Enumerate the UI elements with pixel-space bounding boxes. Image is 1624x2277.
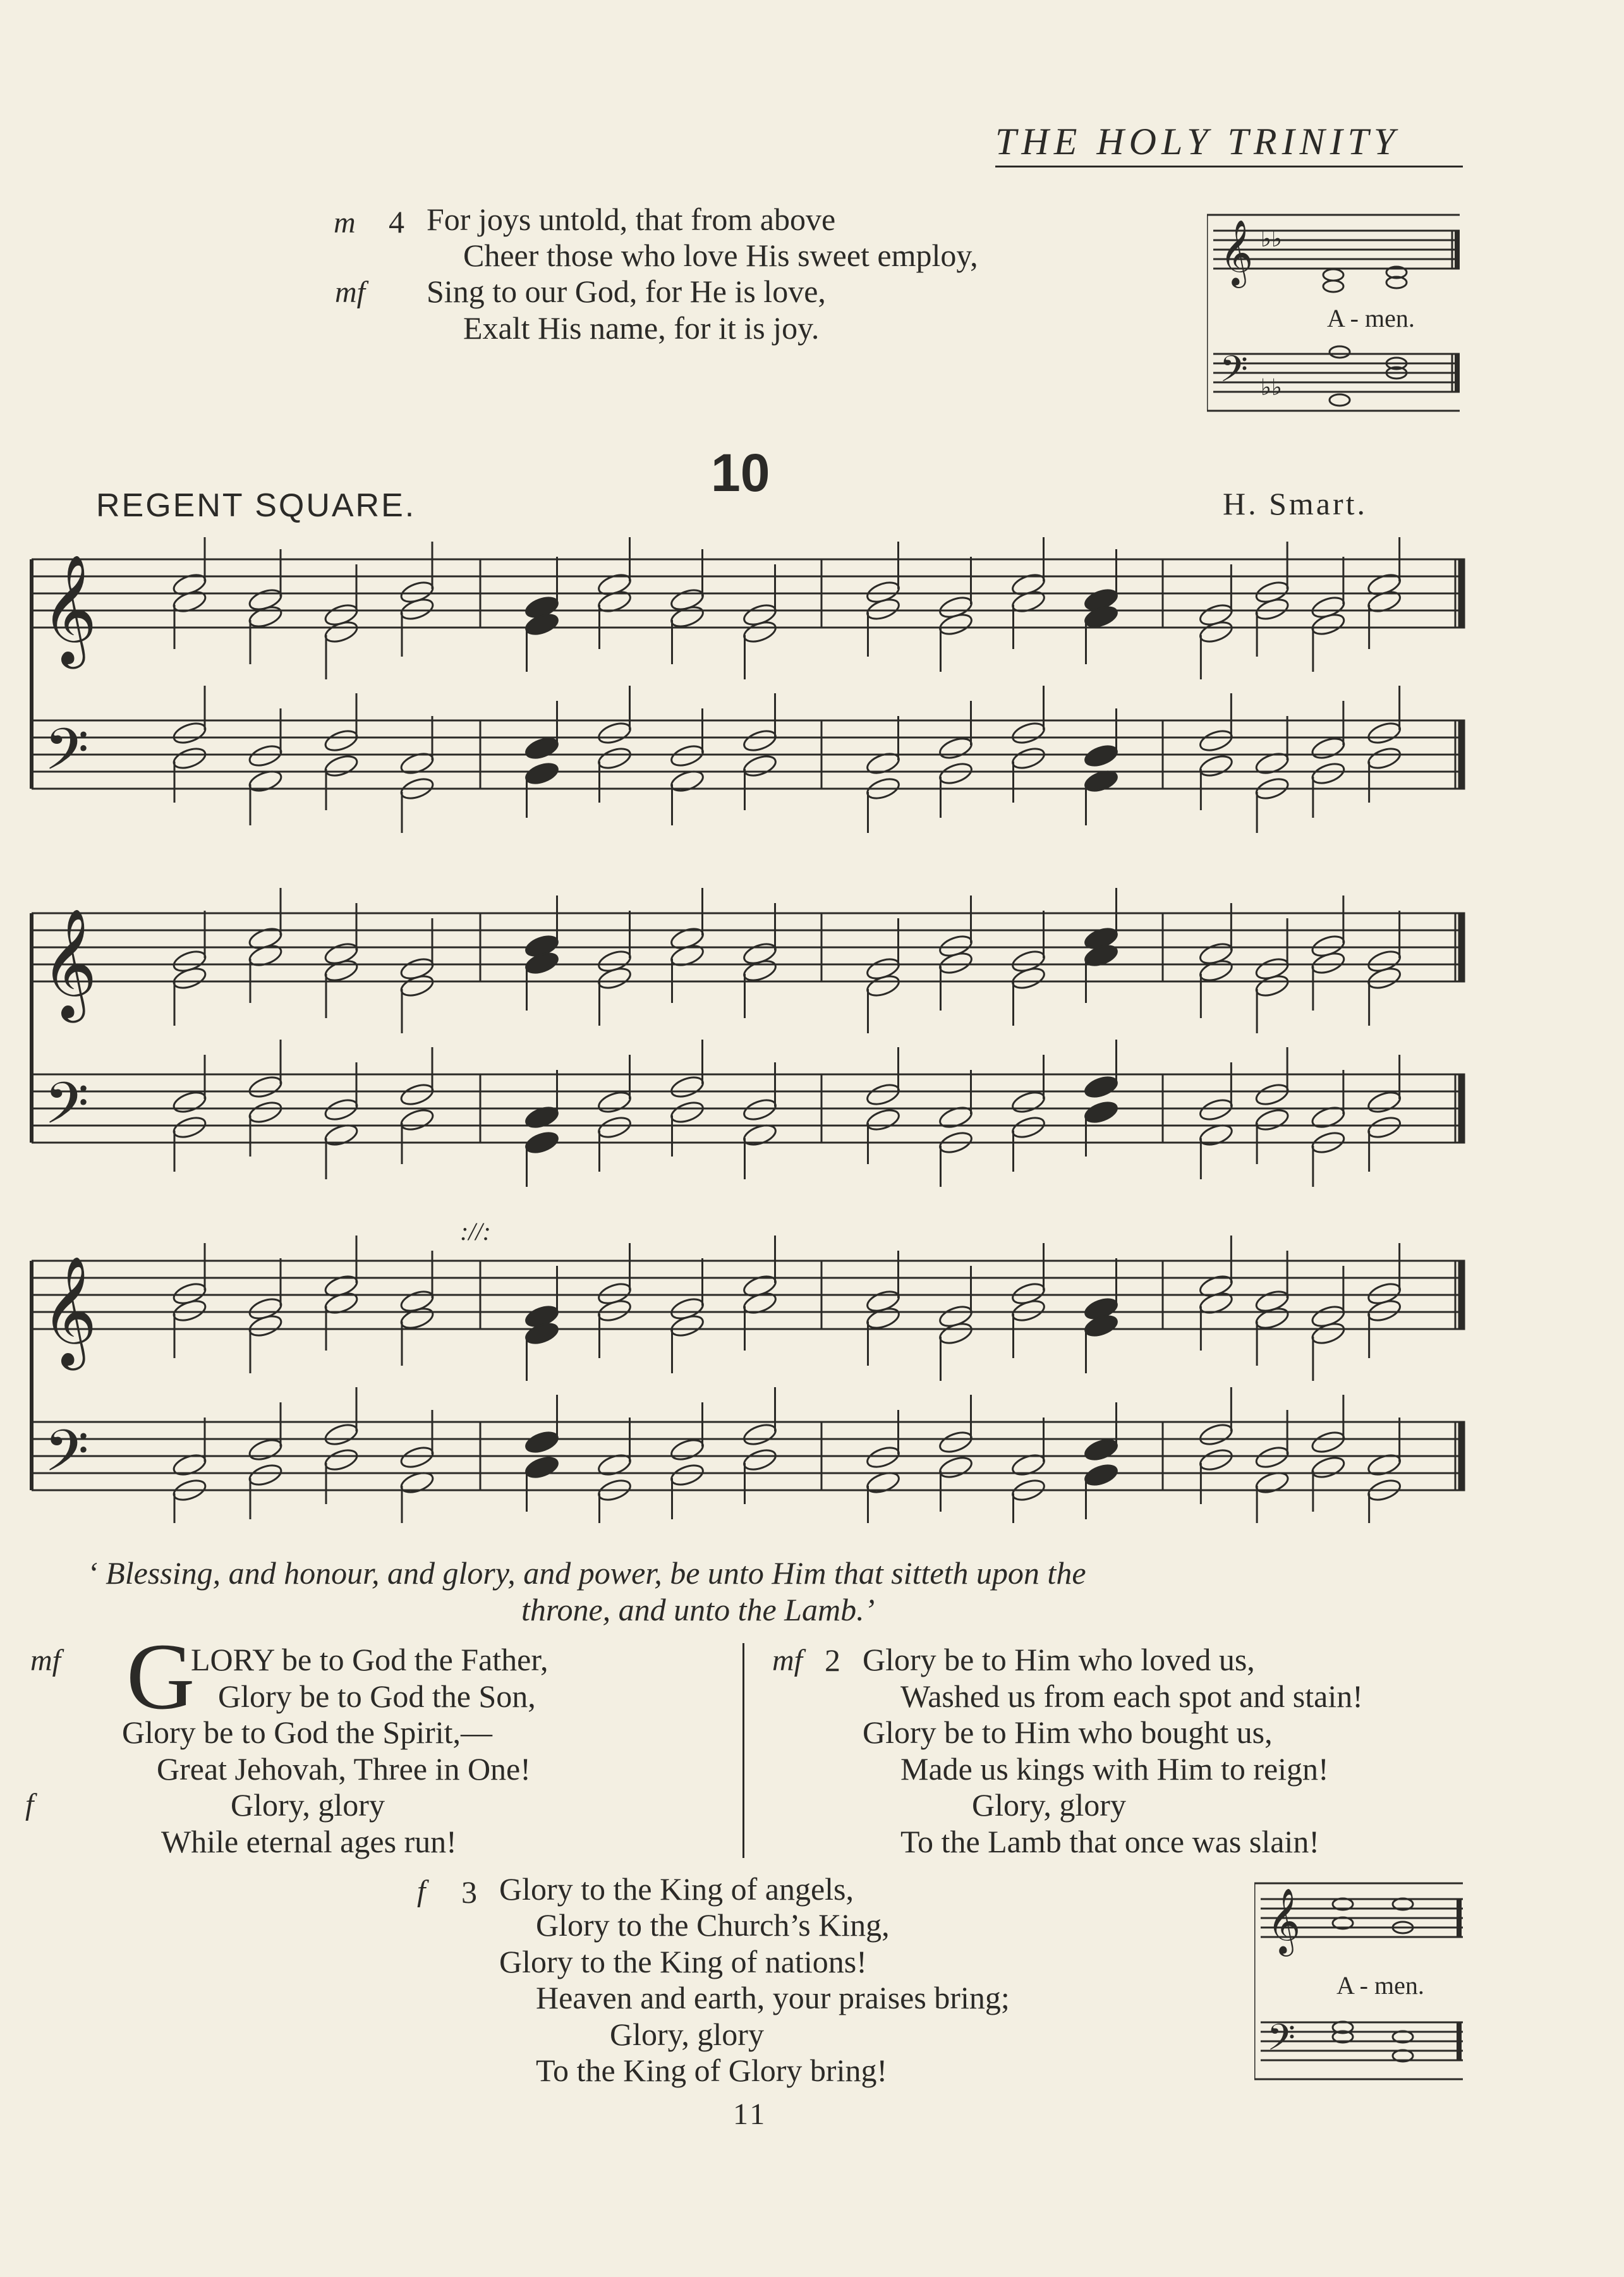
note-head: [171, 1114, 208, 1141]
note-head: [247, 1462, 284, 1488]
verse-line: Glory, glory: [972, 1787, 1126, 1823]
svg-text:𝄢: 𝄢: [1220, 348, 1249, 399]
verse-line: Exalt His name, for it is joy.: [463, 310, 820, 346]
note-head: [669, 1436, 706, 1463]
note-head: [1010, 1114, 1047, 1141]
verse-line: Heaven and earth, your praises bring;: [536, 1980, 1010, 2015]
dynamic-marking: f: [25, 1788, 34, 1821]
amen-label: A - men.: [1327, 304, 1415, 332]
note-head: [865, 1444, 902, 1471]
note-head: [938, 735, 974, 762]
note-head: [1310, 1454, 1347, 1481]
note-head: [597, 1089, 633, 1115]
verse-number: 4: [389, 204, 404, 240]
dynamic-marking: m: [334, 206, 356, 240]
epigraph-line: ‘ Blessing, and honour, and glory, and power, be unto Him that sitteth upon the: [87, 1555, 1086, 1591]
note-head: [1197, 727, 1234, 754]
clef-glyph: 𝄞: [41, 554, 97, 664]
note-head: [247, 743, 284, 769]
svg-text:♭♭: ♭♭: [1261, 375, 1282, 400]
note-head: [1197, 1421, 1234, 1448]
note-head: [323, 727, 360, 754]
verse-number: 2: [825, 1642, 840, 1678]
note-head: [1197, 1447, 1234, 1473]
note-head: [247, 1074, 284, 1100]
note-head: [1083, 1436, 1120, 1463]
note-head: [524, 760, 561, 787]
verse-line: To the King of Glory bring!: [536, 2053, 888, 2088]
note-head: [742, 1447, 779, 1473]
svg-text:𝄞: 𝄞: [1267, 1888, 1301, 1954]
clef-glyph: 𝄞: [41, 1256, 97, 1366]
section-title: THE HOLY TRINITY: [995, 121, 1400, 162]
dynamic-marking: mf: [335, 276, 365, 309]
verse-line: Great Jehovah, Three in One!: [157, 1751, 531, 1787]
clef-glyph: 𝄞: [41, 908, 97, 1018]
note-head: [669, 743, 706, 769]
repeat-mark: ://:: [460, 1217, 491, 1246]
clef-glyph: 𝄢: [44, 1418, 89, 1498]
note-head: [1010, 720, 1047, 746]
note-head: [1083, 1074, 1120, 1100]
verse-line: Glory be to God the Son,: [218, 1679, 536, 1714]
note-head: [171, 720, 208, 746]
note-head: [524, 1429, 561, 1455]
note-head: [1010, 745, 1047, 772]
drop-cap: G: [126, 1624, 195, 1729]
note-head: [171, 1089, 208, 1115]
note-head: [1310, 1429, 1347, 1455]
note-head: [399, 1107, 435, 1133]
note-head: [669, 1462, 706, 1488]
verse-line: LORY be to God the Father,: [191, 1642, 548, 1677]
verse-line: Glory, glory: [610, 2017, 764, 2052]
column-divider: [742, 1643, 744, 1858]
note-head: [1083, 743, 1120, 769]
verse-line: While eternal ages run!: [161, 1824, 457, 1859]
note-head: [938, 1454, 974, 1481]
verse-line: Made us kings with Him to reign!: [900, 1751, 1329, 1787]
note-head: [171, 745, 208, 772]
note-head: [1083, 1462, 1120, 1488]
verse-line: Glory be to Him who loved us,: [863, 1642, 1255, 1677]
verse-line: Washed us from each spot and stain!: [900, 1679, 1363, 1714]
note-head: [742, 1421, 779, 1448]
note-head: [597, 1114, 633, 1141]
note-head: [865, 1107, 902, 1133]
dynamic-marking: mf: [772, 1644, 803, 1677]
note-head: [597, 720, 633, 746]
note-head: [247, 1436, 284, 1463]
note-head: [742, 753, 779, 779]
composer: H. Smart.: [1223, 486, 1368, 521]
note-head: [1366, 1089, 1403, 1115]
verse-line: Glory to the Church’s King,: [536, 1907, 890, 1943]
verse-number: 3: [461, 1874, 477, 1910]
note-head: [524, 1129, 561, 1156]
verse-line: Sing to our God, for He is love,: [427, 274, 826, 309]
note-head: [323, 1447, 360, 1473]
note-head: [938, 760, 974, 787]
note-head: [1254, 1444, 1290, 1471]
hymn-number: 10: [711, 443, 770, 502]
clef-glyph: 𝄢: [44, 716, 89, 797]
verse-line: To the Lamb that once was slain!: [900, 1824, 1319, 1859]
verse-line: Cheer those who love His sweet employ,: [463, 238, 978, 273]
note-head: [1254, 1107, 1290, 1133]
tune-name: REGENT SQUARE.: [96, 487, 416, 524]
note-head: [323, 1096, 360, 1123]
verse-line: Glory to the King of angels,: [499, 1871, 854, 1907]
svg-text:𝄞: 𝄞: [1220, 219, 1254, 286]
note-head: [1083, 1099, 1120, 1126]
page-number: 11: [733, 2098, 768, 2131]
note-head: [1366, 1114, 1403, 1141]
note-head: [669, 1099, 706, 1126]
svg-text:♭♭: ♭♭: [1261, 226, 1282, 252]
music-score: [25, 537, 1479, 1523]
note-head: [524, 735, 561, 762]
verse-line: Glory be to God the Spirit,—: [122, 1715, 493, 1750]
note-head: [1197, 1096, 1234, 1123]
note-head: [524, 1454, 561, 1481]
clef-glyph: 𝄢: [44, 1070, 89, 1151]
dynamic-marking: f: [417, 1874, 426, 1908]
verse-line: Glory be to Him who bought us,: [863, 1715, 1273, 1750]
note-head: [323, 753, 360, 779]
note-head: [1010, 1089, 1047, 1115]
note-head: [1310, 735, 1347, 762]
amen-label: A - men.: [1336, 1971, 1424, 2000]
header-rule: [995, 166, 1463, 167]
verse-line: Glory to the King of nations!: [499, 1944, 867, 1979]
note-head: [1366, 720, 1403, 746]
note-head: [1310, 760, 1347, 787]
verse-line: Glory, glory: [231, 1787, 385, 1823]
note-head: [399, 1081, 435, 1108]
epigraph-line: throne, and unto the Lamb.’: [521, 1592, 875, 1627]
note-head: [865, 1081, 902, 1108]
note-head: [247, 1099, 284, 1126]
note-head: [1254, 1081, 1290, 1108]
note-head: [323, 1421, 360, 1448]
note-head: [669, 1074, 706, 1100]
dynamic-marking: mf: [30, 1644, 61, 1677]
note-head: [1197, 753, 1234, 779]
note-head: [938, 1429, 974, 1455]
note-head: [597, 745, 633, 772]
note-head: [742, 1096, 779, 1123]
note-head: [742, 727, 779, 754]
note-head: [399, 1444, 435, 1471]
note-head: [1366, 745, 1403, 772]
svg-text:𝄢: 𝄢: [1267, 2016, 1296, 2068]
verse-line: For joys untold, that from above: [427, 202, 836, 237]
